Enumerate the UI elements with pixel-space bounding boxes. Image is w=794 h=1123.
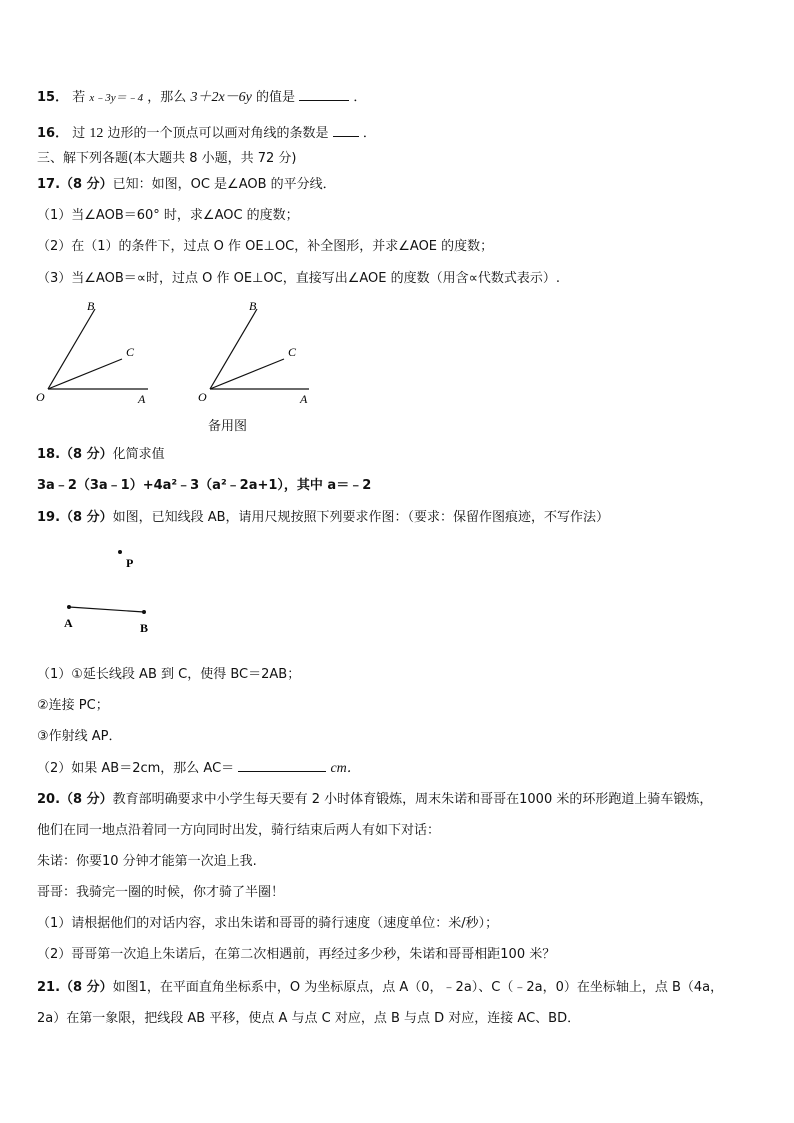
question-number: 17.（8 分） bbox=[37, 177, 113, 192]
question-text: 边形的一个顶点可以画对角线的条数是 bbox=[107, 126, 329, 141]
answer-blank bbox=[333, 124, 359, 137]
label-p: P bbox=[126, 556, 134, 570]
question-17-part-3: （3）当∠AOB＝∝时，过点 O 作 OE⊥OC，直接写出∠AOE 的度数（用含∝代数式表示）. bbox=[37, 271, 561, 286]
unit: cm． bbox=[330, 761, 361, 776]
question-19-part-1: （1）①延长线段 AB 到 C，使得 BC＝2AB； bbox=[37, 667, 301, 682]
question-text: ，那么 bbox=[147, 90, 187, 105]
label-a: A bbox=[64, 616, 73, 630]
label-o: O bbox=[198, 390, 207, 404]
label-o: O bbox=[36, 390, 45, 404]
question-18-expression: 3a﹣2（3a﹣1）+4a²﹣3（a²﹣2a+1），其中 a＝﹣2 bbox=[37, 478, 372, 493]
angle-figure-spare bbox=[198, 299, 309, 406]
question-19-part-4 bbox=[37, 759, 361, 778]
question-20-line-4: 哥哥：我骑完一圈的时候，你才骑了半圈！ bbox=[37, 885, 285, 900]
label-c: C bbox=[126, 345, 135, 359]
label-b: B bbox=[87, 299, 95, 313]
point-b bbox=[142, 610, 146, 614]
point-a bbox=[67, 605, 71, 609]
question-20-line-3: 朱诺：你要10 分钟才能第一次追上我. bbox=[37, 854, 257, 869]
question-21-line-1 bbox=[37, 979, 723, 997]
answer-blank bbox=[299, 88, 349, 101]
question-text: 若 bbox=[72, 90, 86, 105]
question-text: 的值是 bbox=[256, 90, 296, 105]
label-b: B bbox=[140, 621, 149, 635]
question-text: 如图1，在平面直角坐标系中，O 为坐标原点，点 A（0，﹣2a）、C（﹣2a，0）在坐标轴上，点 B（4a， bbox=[112, 980, 724, 995]
question-number: 19.（8 分） bbox=[37, 510, 113, 525]
angle-figure bbox=[0, 296, 794, 446]
question-number: 16． bbox=[37, 126, 69, 141]
question-text: ． bbox=[353, 90, 367, 105]
question-text: 化简求值 bbox=[112, 447, 165, 462]
question-18-header bbox=[37, 446, 165, 464]
angle-figure-main bbox=[36, 299, 148, 406]
question-20-line-2: 他们在同一地点沿着同一方向同时出发，骑行结束后两人有如下对话： bbox=[37, 823, 441, 838]
expression: 3＋2x－6y bbox=[190, 90, 252, 105]
question-19-part-2: ②连接 PC； bbox=[37, 698, 109, 713]
question-17-header bbox=[37, 176, 336, 194]
label-b: B bbox=[249, 299, 257, 313]
question-number: 21.（8 分） bbox=[37, 980, 113, 995]
figure-caption: 备用图 bbox=[208, 419, 248, 434]
label-c: C bbox=[288, 345, 297, 359]
ray-ob bbox=[48, 309, 95, 389]
ray-oc bbox=[48, 359, 122, 389]
question-21-line-2: 2a）在第一象限，把线段 AB 平移，使点 A 与点 C 对应，点 B 与点 D 对应，连接 AC、BD． bbox=[37, 1011, 581, 1026]
equation: x﹣3y＝﹣4 bbox=[89, 92, 144, 104]
answer-blank bbox=[238, 759, 326, 772]
question-text: 已知：如图，OC 是∠AOB 的平分线． bbox=[112, 177, 336, 192]
question-19-header bbox=[37, 509, 609, 527]
question-text: 过 bbox=[72, 126, 86, 141]
segment-figure bbox=[0, 540, 794, 650]
question-20-part-2: （2）哥哥第一次追上朱诺后，在第二次相遇前，再经过多少秒，朱诺和哥哥相距100 米？ bbox=[37, 947, 556, 962]
question-20-line-1 bbox=[37, 791, 712, 809]
point-p bbox=[118, 550, 122, 554]
question-15 bbox=[37, 88, 366, 107]
question-17-part-1: （1）当∠AOB＝60° 时，求∠AOC 的度数； bbox=[37, 208, 299, 223]
question-number: 20.（8 分） bbox=[37, 792, 113, 807]
question-20-part-1: （1）请根据他们的对话内容，求出朱诺和哥哥的骑行速度（速度单位：米/秒）； bbox=[37, 916, 499, 931]
question-16 bbox=[37, 124, 376, 143]
section-title: 三、解下列各题(本大题共 8 小题，共 72 分) bbox=[37, 151, 297, 166]
question-number: 15． bbox=[37, 90, 69, 105]
question-text: （2）如果 AB＝2cm，那么 AC＝ bbox=[37, 761, 235, 776]
segment-ab bbox=[69, 607, 144, 612]
question-text: 教育部明确要求中小学生每天要有 2 小时体育锻炼，周末朱诺和哥哥在1000 米的环形跑道上骑车锻炼， bbox=[112, 792, 713, 807]
question-text: 如图，已知线段 AB，请用尺规按照下列要求作图：（要求：保留作图痕迹，不写作法） bbox=[112, 510, 610, 525]
label-a: A bbox=[300, 392, 308, 406]
polygon-sides: 12 bbox=[89, 126, 104, 141]
question-text: ． bbox=[362, 126, 376, 141]
ray-ob bbox=[210, 309, 257, 389]
question-number: 18.（8 分） bbox=[37, 447, 113, 462]
label-a: A bbox=[138, 392, 146, 406]
question-17-part-2: （2）在（1）的条件下，过点 O 作 OE⊥OC，补全图形，并求∠AOE 的度数； bbox=[37, 239, 494, 254]
ray-oc bbox=[210, 359, 284, 389]
question-19-part-3: ③作射线 AP． bbox=[37, 729, 122, 744]
